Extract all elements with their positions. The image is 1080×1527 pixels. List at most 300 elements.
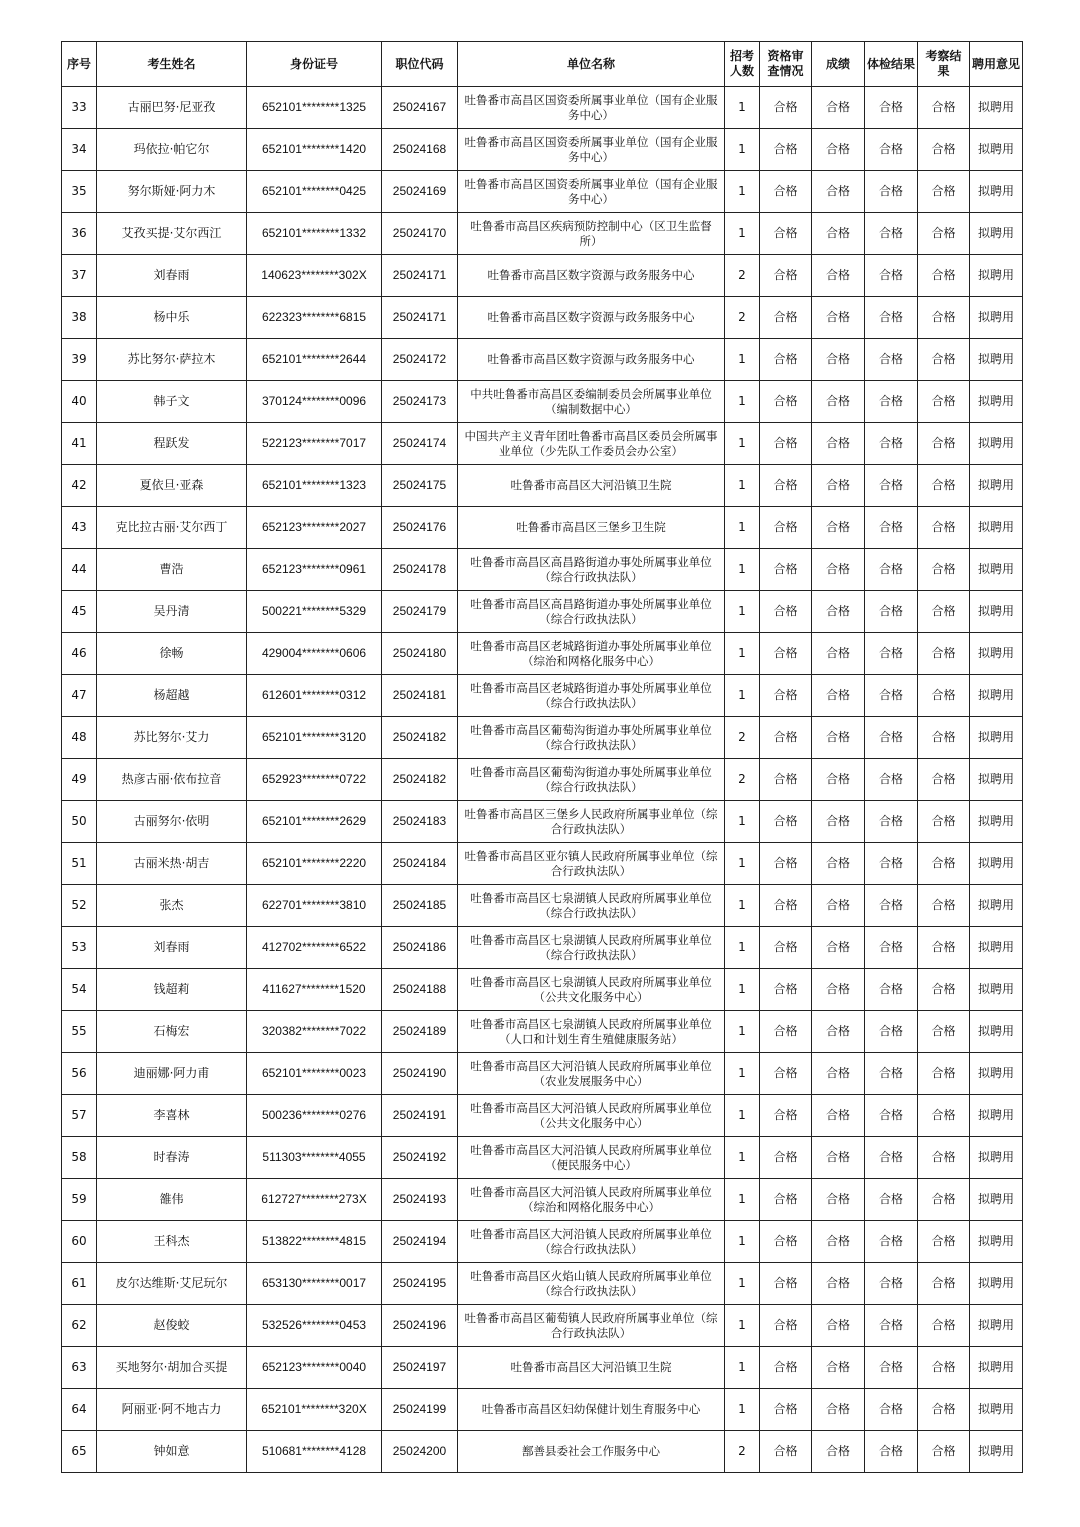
cell-name: 曹浩 [97, 549, 247, 591]
cell-unit-name: 吐鲁番市高昌区大河沿镇卫生院 [458, 465, 725, 507]
cell-seq: 60 [62, 1221, 97, 1263]
table-row [62, 633, 1023, 675]
cell-seq: 35 [62, 171, 97, 213]
header-quota: 招考人数 [725, 42, 760, 87]
cell-score: 合格 [812, 549, 865, 591]
cell-hiring-opinion: 拟聘用 [970, 213, 1023, 255]
header-row [62, 42, 1023, 87]
cell-qualification: 合格 [760, 1347, 812, 1389]
cell-seq: 40 [62, 381, 97, 423]
cell-id-number: 652101********0023 [247, 1053, 382, 1095]
cell-physical-exam: 合格 [865, 423, 918, 465]
cell-physical-exam: 合格 [865, 297, 918, 339]
cell-score: 合格 [812, 717, 865, 759]
cell-physical-exam: 合格 [865, 465, 918, 507]
table-row [62, 213, 1023, 255]
table-row [62, 1221, 1023, 1263]
cell-qualification: 合格 [760, 507, 812, 549]
cell-score: 合格 [812, 381, 865, 423]
cell-quota: 1 [725, 339, 760, 381]
cell-position-code: 25024193 [382, 1179, 458, 1221]
cell-quota: 1 [725, 885, 760, 927]
cell-quota: 1 [725, 1305, 760, 1347]
cell-physical-exam: 合格 [865, 171, 918, 213]
cell-name: 刘春雨 [97, 255, 247, 297]
cell-inspection: 合格 [918, 1053, 970, 1095]
cell-score: 合格 [812, 591, 865, 633]
cell-position-code: 25024169 [382, 171, 458, 213]
cell-physical-exam: 合格 [865, 1431, 918, 1473]
cell-qualification: 合格 [760, 549, 812, 591]
cell-seq: 33 [62, 87, 97, 129]
cell-id-number: 652101********2220 [247, 843, 382, 885]
cell-id-number: 652101********1323 [247, 465, 382, 507]
cell-position-code: 25024185 [382, 885, 458, 927]
cell-inspection: 合格 [918, 171, 970, 213]
cell-hiring-opinion: 拟聘用 [970, 87, 1023, 129]
table-row [62, 927, 1023, 969]
cell-qualification: 合格 [760, 1389, 812, 1431]
table-row [62, 1137, 1023, 1179]
cell-qualification: 合格 [760, 255, 812, 297]
cell-physical-exam: 合格 [865, 843, 918, 885]
cell-unit-name: 吐鲁番市高昌区高昌路街道办事处所属事业单位（综合行政执法队） [458, 549, 725, 591]
cell-seq: 65 [62, 1431, 97, 1473]
cell-quota: 2 [725, 297, 760, 339]
cell-id-number: 320382********7022 [247, 1011, 382, 1053]
cell-seq: 58 [62, 1137, 97, 1179]
cell-hiring-opinion: 拟聘用 [970, 801, 1023, 843]
cell-id-number: 652101********1325 [247, 87, 382, 129]
cell-qualification: 合格 [760, 213, 812, 255]
cell-id-number: 622323********6815 [247, 297, 382, 339]
cell-qualification: 合格 [760, 87, 812, 129]
cell-physical-exam: 合格 [865, 1095, 918, 1137]
cell-seq: 61 [62, 1263, 97, 1305]
cell-position-code: 25024191 [382, 1095, 458, 1137]
cell-unit-name: 吐鲁番市高昌区大河沿镇人民政府所属事业单位（综合行政执法队） [458, 1221, 725, 1263]
cell-unit-name: 吐鲁番市高昌区三堡乡卫生院 [458, 507, 725, 549]
cell-qualification: 合格 [760, 591, 812, 633]
cell-id-number: 429004********0606 [247, 633, 382, 675]
cell-hiring-opinion: 拟聘用 [970, 885, 1023, 927]
cell-name: 苏比努尔·艾力 [97, 717, 247, 759]
cell-qualification: 合格 [760, 297, 812, 339]
cell-name: 李喜林 [97, 1095, 247, 1137]
cell-hiring-opinion: 拟聘用 [970, 1011, 1023, 1053]
cell-unit-name: 吐鲁番市高昌区国资委所属事业单位（国有企业服务中心） [458, 129, 725, 171]
table-row [62, 297, 1023, 339]
cell-hiring-opinion: 拟聘用 [970, 381, 1023, 423]
cell-quota: 1 [725, 927, 760, 969]
cell-hiring-opinion: 拟聘用 [970, 1263, 1023, 1305]
cell-position-code: 25024179 [382, 591, 458, 633]
cell-qualification: 合格 [760, 339, 812, 381]
cell-seq: 54 [62, 969, 97, 1011]
table-row [62, 591, 1023, 633]
table-row [62, 1305, 1023, 1347]
header-id-number: 身份证号 [247, 42, 382, 87]
cell-score: 合格 [812, 885, 865, 927]
cell-quota: 1 [725, 675, 760, 717]
cell-name: 钟如意 [97, 1431, 247, 1473]
cell-name: 买地努尔·胡加合买提 [97, 1347, 247, 1389]
cell-qualification: 合格 [760, 885, 812, 927]
cell-id-number: 612601********0312 [247, 675, 382, 717]
cell-unit-name: 吐鲁番市高昌区亚尔镇人民政府所属事业单位（综合行政执法队） [458, 843, 725, 885]
cell-unit-name: 吐鲁番市高昌区大河沿镇卫生院 [458, 1347, 725, 1389]
cell-seq: 64 [62, 1389, 97, 1431]
table-row [62, 1095, 1023, 1137]
cell-hiring-opinion: 拟聘用 [970, 675, 1023, 717]
cell-name: 阿丽亚·阿不地古力 [97, 1389, 247, 1431]
cell-hiring-opinion: 拟聘用 [970, 1431, 1023, 1473]
cell-qualification: 合格 [760, 1263, 812, 1305]
cell-qualification: 合格 [760, 171, 812, 213]
cell-position-code: 25024175 [382, 465, 458, 507]
cell-physical-exam: 合格 [865, 1221, 918, 1263]
cell-quota: 1 [725, 381, 760, 423]
cell-name: 皮尔达维斯·艾尼玩尔 [97, 1263, 247, 1305]
cell-quota: 1 [725, 87, 760, 129]
cell-quota: 1 [725, 1137, 760, 1179]
cell-position-code: 25024173 [382, 381, 458, 423]
cell-position-code: 25024167 [382, 87, 458, 129]
cell-name: 玛依拉·帕它尔 [97, 129, 247, 171]
cell-score: 合格 [812, 171, 865, 213]
cell-qualification: 合格 [760, 1431, 812, 1473]
cell-score: 合格 [812, 1011, 865, 1053]
cell-seq: 50 [62, 801, 97, 843]
cell-inspection: 合格 [918, 927, 970, 969]
header-seq: 序号 [62, 42, 97, 87]
cell-inspection: 合格 [918, 717, 970, 759]
table-row [62, 549, 1023, 591]
cell-hiring-opinion: 拟聘用 [970, 843, 1023, 885]
cell-name: 刘春雨 [97, 927, 247, 969]
cell-unit-name: 吐鲁番市高昌区七泉湖镇人民政府所属事业单位（综合行政执法队） [458, 885, 725, 927]
cell-inspection: 合格 [918, 591, 970, 633]
cell-score: 合格 [812, 1389, 865, 1431]
cell-id-number: 652101********2644 [247, 339, 382, 381]
cell-id-number: 510681********4128 [247, 1431, 382, 1473]
cell-score: 合格 [812, 87, 865, 129]
cell-hiring-opinion: 拟聘用 [970, 255, 1023, 297]
cell-inspection: 合格 [918, 759, 970, 801]
cell-name: 夏依旦·亚森 [97, 465, 247, 507]
cell-inspection: 合格 [918, 87, 970, 129]
cell-physical-exam: 合格 [865, 549, 918, 591]
table-row [62, 801, 1023, 843]
cell-hiring-opinion: 拟聘用 [970, 633, 1023, 675]
table-row [62, 885, 1023, 927]
cell-seq: 41 [62, 423, 97, 465]
table-row [62, 423, 1023, 465]
cell-hiring-opinion: 拟聘用 [970, 1137, 1023, 1179]
cell-qualification: 合格 [760, 969, 812, 1011]
cell-physical-exam: 合格 [865, 1305, 918, 1347]
cell-qualification: 合格 [760, 1053, 812, 1095]
cell-quota: 1 [725, 423, 760, 465]
header-unit-name: 单位名称 [458, 42, 725, 87]
cell-inspection: 合格 [918, 129, 970, 171]
cell-score: 合格 [812, 1179, 865, 1221]
cell-qualification: 合格 [760, 129, 812, 171]
cell-hiring-opinion: 拟聘用 [970, 129, 1023, 171]
cell-hiring-opinion: 拟聘用 [970, 549, 1023, 591]
table-row [62, 843, 1023, 885]
cell-name: 徐畅 [97, 633, 247, 675]
cell-unit-name: 吐鲁番市高昌区国资委所属事业单位（国有企业服务中心） [458, 171, 725, 213]
cell-qualification: 合格 [760, 1095, 812, 1137]
cell-score: 合格 [812, 255, 865, 297]
cell-score: 合格 [812, 423, 865, 465]
cell-seq: 49 [62, 759, 97, 801]
cell-quota: 1 [725, 507, 760, 549]
cell-physical-exam: 合格 [865, 129, 918, 171]
cell-seq: 34 [62, 129, 97, 171]
cell-score: 合格 [812, 1347, 865, 1389]
cell-inspection: 合格 [918, 423, 970, 465]
cell-physical-exam: 合格 [865, 339, 918, 381]
cell-hiring-opinion: 拟聘用 [970, 1221, 1023, 1263]
cell-qualification: 合格 [760, 1305, 812, 1347]
table-row [62, 507, 1023, 549]
cell-quota: 1 [725, 843, 760, 885]
cell-position-code: 25024171 [382, 255, 458, 297]
cell-inspection: 合格 [918, 1305, 970, 1347]
cell-unit-name: 吐鲁番市高昌区妇幼保健计划生育服务中心 [458, 1389, 725, 1431]
cell-seq: 55 [62, 1011, 97, 1053]
cell-unit-name: 吐鲁番市高昌区数字资源与政务服务中心 [458, 255, 725, 297]
table-row [62, 339, 1023, 381]
cell-hiring-opinion: 拟聘用 [970, 1179, 1023, 1221]
cell-id-number: 652101********1332 [247, 213, 382, 255]
cell-qualification: 合格 [760, 465, 812, 507]
cell-seq: 38 [62, 297, 97, 339]
cell-position-code: 25024196 [382, 1305, 458, 1347]
cell-seq: 62 [62, 1305, 97, 1347]
cell-qualification: 合格 [760, 1221, 812, 1263]
cell-inspection: 合格 [918, 213, 970, 255]
cell-physical-exam: 合格 [865, 927, 918, 969]
cell-id-number: 511303********4055 [247, 1137, 382, 1179]
cell-quota: 1 [725, 969, 760, 1011]
cell-inspection: 合格 [918, 339, 970, 381]
cell-hiring-opinion: 拟聘用 [970, 171, 1023, 213]
cell-name: 迪丽娜·阿力甫 [97, 1053, 247, 1095]
cell-physical-exam: 合格 [865, 759, 918, 801]
cell-quota: 2 [725, 717, 760, 759]
cell-inspection: 合格 [918, 1431, 970, 1473]
cell-inspection: 合格 [918, 1179, 970, 1221]
cell-unit-name: 中国共产主义青年团吐鲁番市高昌区委员会所属事业单位（少先队工作委员会办公室） [458, 423, 725, 465]
table-row [62, 381, 1023, 423]
cell-unit-name: 中共吐鲁番市高昌区委编制委员会所属事业单位（编制数据中心） [458, 381, 725, 423]
cell-inspection: 合格 [918, 381, 970, 423]
cell-quota: 1 [725, 171, 760, 213]
cell-id-number: 411627********1520 [247, 969, 382, 1011]
cell-qualification: 合格 [760, 843, 812, 885]
cell-qualification: 合格 [760, 801, 812, 843]
cell-inspection: 合格 [918, 843, 970, 885]
cell-quota: 1 [725, 591, 760, 633]
cell-quota: 1 [725, 1263, 760, 1305]
cell-physical-exam: 合格 [865, 633, 918, 675]
cell-inspection: 合格 [918, 969, 970, 1011]
cell-physical-exam: 合格 [865, 801, 918, 843]
cell-id-number: 532526********0453 [247, 1305, 382, 1347]
cell-score: 合格 [812, 969, 865, 1011]
cell-qualification: 合格 [760, 759, 812, 801]
cell-name: 古丽巴努·尼亚孜 [97, 87, 247, 129]
cell-physical-exam: 合格 [865, 1137, 918, 1179]
cell-score: 合格 [812, 1305, 865, 1347]
cell-physical-exam: 合格 [865, 1179, 918, 1221]
cell-score: 合格 [812, 1221, 865, 1263]
cell-hiring-opinion: 拟聘用 [970, 759, 1023, 801]
header-position-code: 职位代码 [382, 42, 458, 87]
header-inspection: 考察结果 [918, 42, 970, 87]
cell-position-code: 25024182 [382, 717, 458, 759]
table-row [62, 1389, 1023, 1431]
cell-hiring-opinion: 拟聘用 [970, 339, 1023, 381]
cell-position-code: 25024195 [382, 1263, 458, 1305]
cell-name: 石梅宏 [97, 1011, 247, 1053]
cell-seq: 36 [62, 213, 97, 255]
cell-seq: 46 [62, 633, 97, 675]
table-row [62, 717, 1023, 759]
cell-physical-exam: 合格 [865, 87, 918, 129]
cell-physical-exam: 合格 [865, 213, 918, 255]
cell-seq: 43 [62, 507, 97, 549]
cell-inspection: 合格 [918, 1263, 970, 1305]
cell-seq: 59 [62, 1179, 97, 1221]
cell-name: 古丽米热·胡吉 [97, 843, 247, 885]
cell-name: 钱超莉 [97, 969, 247, 1011]
cell-id-number: 652923********0722 [247, 759, 382, 801]
cell-id-number: 652123********0961 [247, 549, 382, 591]
cell-physical-exam: 合格 [865, 381, 918, 423]
cell-quota: 1 [725, 465, 760, 507]
cell-quota: 1 [725, 633, 760, 675]
cell-position-code: 25024189 [382, 1011, 458, 1053]
cell-unit-name: 吐鲁番市高昌区老城路街道办事处所属事业单位（综合行政执法队） [458, 675, 725, 717]
table-row [62, 1431, 1023, 1473]
cell-physical-exam: 合格 [865, 717, 918, 759]
cell-id-number: 612727********273X [247, 1179, 382, 1221]
table-row [62, 171, 1023, 213]
cell-score: 合格 [812, 507, 865, 549]
cell-name: 张杰 [97, 885, 247, 927]
header-physical-exam: 体检结果 [865, 42, 918, 87]
cell-position-code: 25024181 [382, 675, 458, 717]
cell-name: 时春涛 [97, 1137, 247, 1179]
cell-inspection: 合格 [918, 633, 970, 675]
cell-unit-name: 吐鲁番市高昌区大河沿镇人民政府所属事业单位（公共文化服务中心） [458, 1095, 725, 1137]
cell-position-code: 25024197 [382, 1347, 458, 1389]
cell-score: 合格 [812, 801, 865, 843]
table-row [62, 465, 1023, 507]
cell-qualification: 合格 [760, 633, 812, 675]
cell-score: 合格 [812, 1263, 865, 1305]
cell-quota: 1 [725, 1389, 760, 1431]
cell-hiring-opinion: 拟聘用 [970, 297, 1023, 339]
cell-unit-name: 吐鲁番市高昌区葡萄镇人民政府所属事业单位（综合行政执法队） [458, 1305, 725, 1347]
cell-name: 雒伟 [97, 1179, 247, 1221]
cell-hiring-opinion: 拟聘用 [970, 717, 1023, 759]
cell-hiring-opinion: 拟聘用 [970, 927, 1023, 969]
cell-quota: 1 [725, 1221, 760, 1263]
cell-inspection: 合格 [918, 507, 970, 549]
cell-position-code: 25024194 [382, 1221, 458, 1263]
cell-inspection: 合格 [918, 255, 970, 297]
cell-unit-name: 吐鲁番市高昌区七泉湖镇人民政府所属事业单位（综合行政执法队） [458, 927, 725, 969]
results-table [61, 41, 1023, 1473]
cell-id-number: 652101********320X [247, 1389, 382, 1431]
cell-score: 合格 [812, 297, 865, 339]
cell-inspection: 合格 [918, 297, 970, 339]
table-row [62, 759, 1023, 801]
cell-physical-exam: 合格 [865, 507, 918, 549]
cell-id-number: 652123********0040 [247, 1347, 382, 1389]
cell-score: 合格 [812, 927, 865, 969]
cell-hiring-opinion: 拟聘用 [970, 507, 1023, 549]
cell-position-code: 25024180 [382, 633, 458, 675]
cell-qualification: 合格 [760, 1011, 812, 1053]
cell-quota: 1 [725, 129, 760, 171]
cell-score: 合格 [812, 675, 865, 717]
cell-physical-exam: 合格 [865, 1389, 918, 1431]
cell-hiring-opinion: 拟聘用 [970, 423, 1023, 465]
cell-position-code: 25024168 [382, 129, 458, 171]
cell-quota: 1 [725, 1095, 760, 1137]
cell-inspection: 合格 [918, 1137, 970, 1179]
table-row [62, 255, 1023, 297]
cell-name: 古丽努尔·依明 [97, 801, 247, 843]
table-row [62, 1053, 1023, 1095]
cell-id-number: 140623********302X [247, 255, 382, 297]
cell-id-number: 653130********0017 [247, 1263, 382, 1305]
table-row [62, 1179, 1023, 1221]
cell-seq: 53 [62, 927, 97, 969]
cell-unit-name: 吐鲁番市高昌区数字资源与政务服务中心 [458, 339, 725, 381]
cell-id-number: 500221********5329 [247, 591, 382, 633]
cell-score: 合格 [812, 465, 865, 507]
cell-name: 苏比努尔·萨拉木 [97, 339, 247, 381]
cell-unit-name: 吐鲁番市高昌区高昌路街道办事处所属事业单位（综合行政执法队） [458, 591, 725, 633]
cell-unit-name: 吐鲁番市高昌区老城路街道办事处所属事业单位（综治和网格化服务中心） [458, 633, 725, 675]
cell-inspection: 合格 [918, 549, 970, 591]
cell-quota: 1 [725, 1011, 760, 1053]
cell-name: 杨超越 [97, 675, 247, 717]
cell-qualification: 合格 [760, 717, 812, 759]
table-row [62, 675, 1023, 717]
cell-seq: 44 [62, 549, 97, 591]
cell-quota: 1 [725, 1347, 760, 1389]
cell-id-number: 412702********6522 [247, 927, 382, 969]
cell-seq: 56 [62, 1053, 97, 1095]
cell-qualification: 合格 [760, 381, 812, 423]
table-body [62, 87, 1023, 1473]
cell-id-number: 370124********0096 [247, 381, 382, 423]
cell-physical-exam: 合格 [865, 1263, 918, 1305]
cell-id-number: 622701********3810 [247, 885, 382, 927]
cell-id-number: 652101********2629 [247, 801, 382, 843]
cell-inspection: 合格 [918, 465, 970, 507]
cell-physical-exam: 合格 [865, 1011, 918, 1053]
header-score: 成绩 [812, 42, 865, 87]
